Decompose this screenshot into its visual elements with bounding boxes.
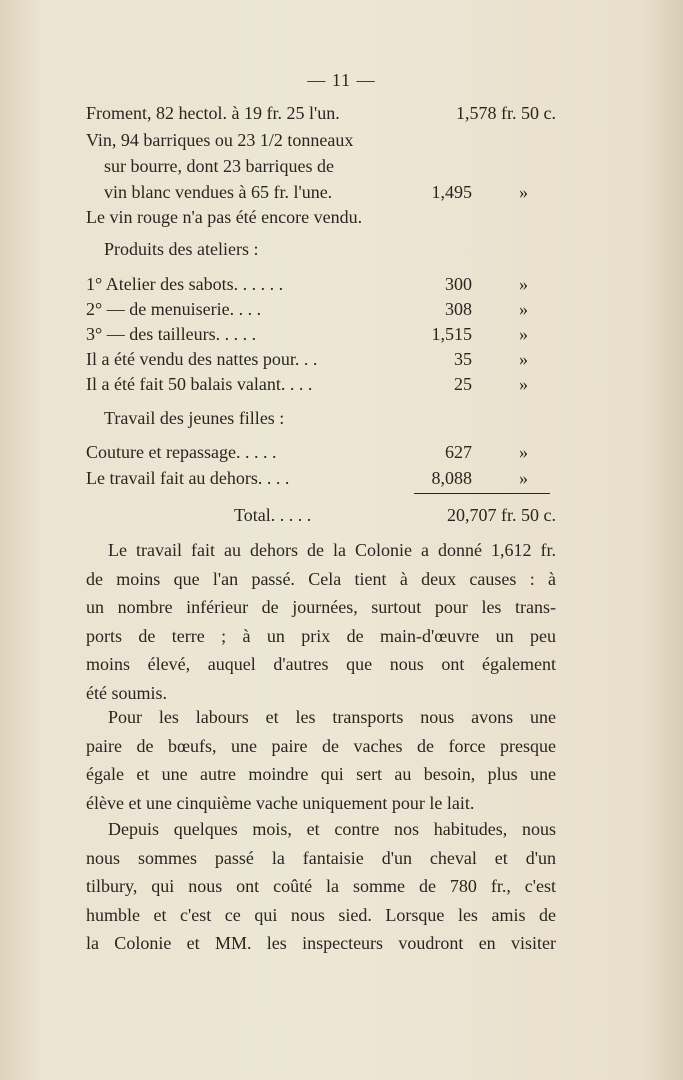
ledger-description: 2° — de menuiserie. . . . [86, 299, 262, 319]
text-line: Pour les labours et les transports nous avons une [108, 707, 556, 727]
section-title-workshops: Produits des ateliers : [104, 239, 259, 259]
ledger-row [86, 372, 556, 396]
ledger-amount: 1,578 fr. 50 c. [456, 103, 556, 123]
text-line: moins élevé, auquel d'autres que nous ont également [86, 654, 556, 675]
ledger-row [86, 180, 556, 204]
ditto-mark: » [519, 468, 528, 488]
ledger-row [86, 154, 556, 178]
ditto-mark: » [519, 442, 528, 462]
ledger-description: Froment, 82 hectol. à 19 fr. 25 l'un. [86, 103, 340, 123]
ledger-description: 1° Atelier des sabots. . . . . . [86, 274, 284, 294]
text-line: été soumis. [86, 682, 167, 703]
total-label: Total. . . . . [234, 505, 312, 525]
ledger-description: 3° — des tailleurs. . . . . [86, 324, 257, 344]
ditto-mark: » [519, 182, 528, 202]
ledger-description: Le vin rouge n'a pas été encore vendu. [86, 207, 363, 227]
text-line: paire de bœufs, une paire de vaches de force presque [86, 735, 556, 756]
total-row [86, 503, 556, 527]
ditto-mark: » [519, 299, 528, 319]
paragraph-outside-work [86, 536, 556, 708]
ledger-amount: 35 [454, 349, 472, 369]
ledger-amount: 300 [445, 274, 472, 294]
text-line: la Colonie et MM. les inspecteurs voudront en visiter [86, 933, 556, 954]
section-title-girls: Travail des jeunes filles : [104, 408, 285, 428]
ledger-description: Le travail fait au dehors. . . . [86, 468, 290, 488]
ledger-row [86, 272, 556, 296]
ledger-amount: 627 [445, 442, 472, 462]
total-amount: 20,707 fr. 50 c. [447, 505, 556, 525]
ledger-row [86, 205, 556, 229]
ditto-mark: » [519, 349, 528, 369]
ledger-amount: 1,515 [431, 324, 472, 344]
ledger-row [86, 466, 556, 490]
text-line: un nombre inférieur de journées, surtout pour les trans- [86, 597, 556, 618]
ledger-row [86, 101, 556, 125]
ledger-amount: 1,495 [431, 182, 472, 202]
text-line: Le travail fait au dehors de la Colonie a donné 1,612 fr. [108, 540, 556, 560]
total-rule [414, 493, 550, 494]
ledger-row [86, 128, 556, 152]
ledger-description: Couture et repassage. . . . . [86, 442, 277, 462]
ledger-row [86, 440, 556, 464]
ditto-mark: » [519, 324, 528, 344]
ditto-mark: » [519, 374, 528, 394]
text-line: égale et une autre moindre qui sert au besoin, plus une [86, 764, 556, 785]
ledger-amount: 8,088 [431, 468, 472, 488]
page-number: — 11 — [307, 70, 376, 90]
ledger-description: sur bourre, dont 23 barriques de [104, 156, 334, 176]
ledger-description: vin blanc vendues à 65 fr. l'une. [104, 182, 333, 202]
paragraph-horse-tilbury [86, 815, 556, 958]
text-line: tilbury, qui nous ont coûté la somme de 780 fr., c'est [86, 876, 556, 897]
text-line: humble et c'est ce qui nous sied. Lorsque les amis de [86, 904, 556, 925]
ledger-row [86, 322, 556, 346]
text-line: Depuis quelques mois, et contre nos habitudes, nous [108, 819, 556, 839]
text-line: nous sommes passé la fantaisie d'un cheval et d'un [86, 847, 556, 868]
ledger-row [86, 347, 556, 371]
paragraph-livestock [86, 703, 556, 817]
ledger-amount: 308 [445, 299, 472, 319]
ledger-amount: 25 [454, 374, 472, 394]
ledger-row [86, 297, 556, 321]
text-line: ports de terre ; à un prix de main-d'œuvre un peu [86, 625, 556, 646]
text-line: de moins que l'an passé. Cela tient à deux causes : à [86, 568, 556, 589]
text-line: élève et une cinquième vache uniquement pour le lait. [86, 792, 475, 813]
ledger-description: Il a été fait 50 balais valant. . . . [86, 374, 313, 394]
ledger-description: Vin, 94 barriques ou 23 1/2 tonneaux [86, 130, 354, 150]
ditto-mark: » [519, 274, 528, 294]
ledger-description: Il a été vendu des nattes pour. . . [86, 349, 318, 369]
